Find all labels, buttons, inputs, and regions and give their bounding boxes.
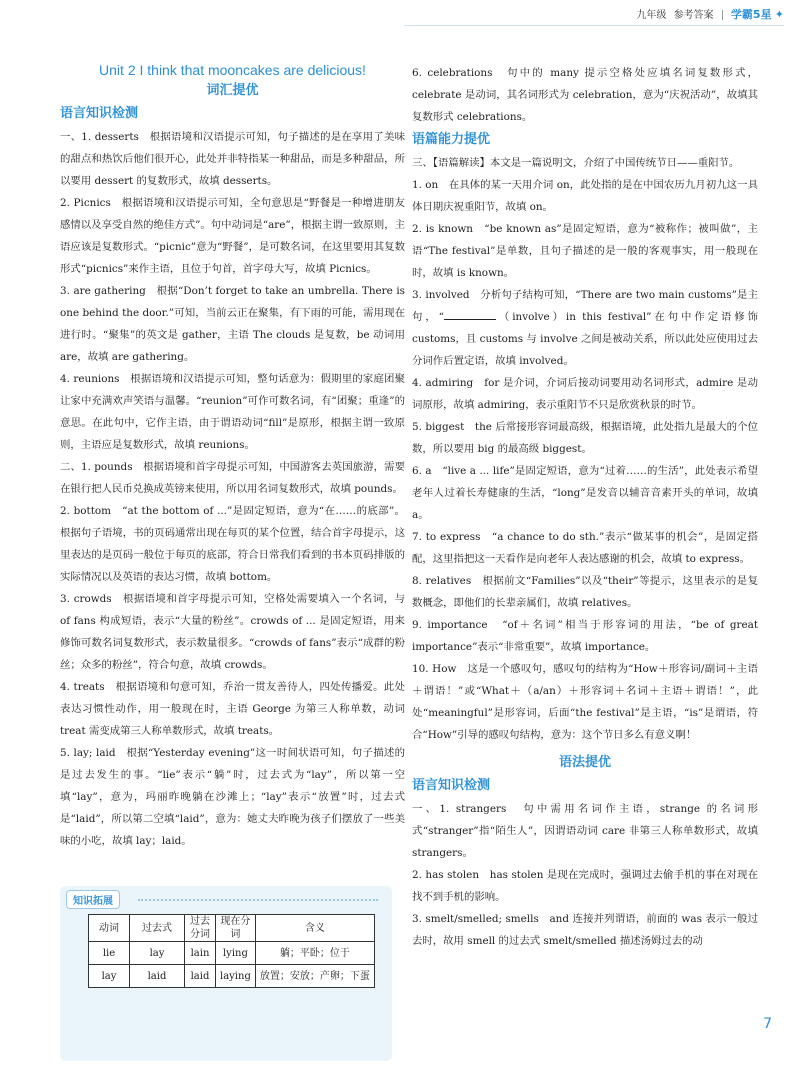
answer-paragraph: 6. celebrations 句中的 many 提示空格处应填名词复数形式，celebrate 是动词，其名词形式为 celebration，意为“庆祝活动”，故填其复数形式 celebrations。: [412, 67, 758, 123]
left-column: [60, 62, 405, 852]
answer-paragraph: 2. is known “be known as”是固定短语，意为“被称作；被叫做”，主语“The festival”是单数，且句子描述的是一般的客观事实，用一般现在时，故填 is known。: [412, 223, 758, 279]
header-rule: [404, 25, 784, 26]
answer-paragraph: 二、1. pounds 根据语境和首字母提示可知，中国游客去英国旅游，需要在银行把人民币兑换成英镑来使用，所以用名词复数形式，故填 pounds。: [60, 461, 405, 495]
answer-paragraph: 9. importance “of＋名词”相当于形容词的用法，“be of great importance”表示“非常重要”，故填 importance。: [412, 619, 758, 653]
grade-label: 九年级: [636, 10, 667, 21]
table-cell: lay: [89, 965, 130, 988]
table-header-cell: 含义: [255, 915, 374, 942]
answer-paragraph: 4. reunions 根据语境和汉语提示可知，整句话意为：假期里的家庭团聚让家中充满欢声笑语与温馨。“reunion”可作可数名词，有“团聚；重逢”的意思。在此句中，它作主语，由于谓语动词“fill”是原形，根据主谓一致原则，主语应是复数形式，故填 reunions。: [60, 373, 405, 451]
brand-logo: 学霸5星: [730, 8, 772, 21]
page-number: 7: [763, 1016, 772, 1032]
answer-paragraph: 一、1. strangers 句中需用名词作主语，strange 的名词形式“stranger”指“陌生人”，因谓语动词 care 非第三人称单数形式，故填 strangers。: [412, 803, 758, 859]
dotted-rule: [138, 899, 378, 901]
answer-paragraph: 2. bottom “at the bottom of ...”是固定短语，意为“在……的底部”。根据句子语境，书的页码通常出现在每页的某个位置，结合首字母提示，这里表达的是页码一般位于每页的底部，符合日常我们看到的书本页码排版的实际情况以及英语的表达习惯，故填 bottom。: [60, 505, 405, 583]
sparkle-icon: ✦: [774, 8, 784, 21]
section-heading-reading: 语篇能力提优: [412, 132, 491, 147]
table-row: [89, 965, 375, 988]
answer-paragraph: 4. admiring for 是介词，介词后接动词要用动名词形式，admire 是动词原形，故填 admiring，表示重阳节不只是欣赏秋景的时节。: [412, 377, 758, 411]
blank-line: [444, 307, 496, 320]
answer-paragraph: 7. to express “a chance to do sth.”表示“做某事的机会”，是固定搭配，这里指把这一天看作是向老年人表达感谢的机会，故填 to express。: [412, 531, 758, 565]
answer-text: （involve）in this festival”在句中作定语修饰 customs，且 customs 与 involve 之间是被动关系，所以此处应使用过去分词作后置定语，故填 involved。: [412, 311, 759, 367]
table-cell: lie: [89, 942, 130, 965]
table-header-cell: 动词: [89, 915, 130, 942]
answer-paragraph: 5. biggest the 后常接形容词最高级，根据语境，此处指九是最大的个位数，所以要用 big 的最高级 biggest。: [412, 421, 758, 455]
answer-paragraph: 1. on 在具体的某一天用介词 on，此处指的是在中国农历九月初九这一具体日期庆祝重阳节，故填 on。: [412, 179, 758, 213]
table-cell: 躺；平卧；位于: [255, 942, 374, 965]
table-cell: lying: [216, 942, 256, 965]
table-header-cell: 过去分词: [185, 915, 216, 942]
table-header-cell: 现在分词: [216, 915, 256, 942]
answer-paragraph: 三、【语篇解读】本文是一篇说明文，介绍了中国传统节日——重阳节。: [412, 157, 740, 169]
answer-paragraph: 3. smelt/smelled; smells and 连接并列谓语，前面的 was 表示一般过去时，故用 smell 的过去式 smelt/smelled 描述汤姆过去的动: [412, 913, 758, 947]
knowledge-tag: 知识拓展: [66, 890, 120, 909]
knowledge-box: [60, 886, 392, 1061]
table-cell: laid: [130, 965, 185, 988]
verb-table: [88, 914, 375, 988]
answer-paragraph: 一、1. desserts 根据语境和汉语提示可知，句子描述的是在享用了美味的甜点和热饮后他们很开心，此处并非特指某一种甜品，而是多种甜品，所以要用 dessert 的复数形式，故填 desserts。: [60, 131, 405, 187]
section-heading-knowledge: 语言知识检测: [60, 106, 139, 121]
table-cell: 放置；安放；产卵；下蛋: [255, 965, 374, 988]
table-cell: laid: [185, 965, 216, 988]
answer-paragraph: 2. Picnics 根据语境和汉语提示可知，全句意思是“野餐是一种增进朋友感情以及享受自然的绝佳方式”。句中动词是“are”，根据主谓一致原则，主语应该是复数形式。“picnic”意为“野餐”，是可数名词，在这里要用其复数形式“picnics”来作主语，且位于句首，首字母大写，故填 Picnics。: [60, 197, 405, 275]
answer-text: 3. involved 分析句子结构可知，“There are two main customs”是主句，“: [412, 289, 758, 323]
table-cell: lain: [185, 942, 216, 965]
answer-paragraph: 6. a “live a ... life”是固定短语，意为“过着……的生活”，此处表示希望老年人过着长寿健康的生活，“long”是发音以辅音音素开头的单词，故填 a。: [412, 465, 758, 521]
table-header-row: [89, 915, 375, 942]
answer-paragraph: 8. relatives 根据前文“Families”以及“their”等提示，这里表示的是复数概念，即他们的长辈亲属们，故填 relatives。: [412, 575, 758, 609]
answer-paragraph: [412, 284, 758, 372]
answer-paragraph: 3. are gathering 根据“Don’t forget to take an umbrella. There is one behind the door.”可知，当前云正在聚集，有下雨的可能，需用现在进行时。“聚集”的英文是 gather，主语 The clouds 是复数，be 动词用 are，故填 are gathering。: [60, 285, 405, 363]
page-header: [636, 6, 784, 22]
table-row: [89, 942, 375, 965]
answer-paragraph: 3. crowds 根据语境和首字母提示可知，空格处需要填入一个名词，与 of fans 构成短语，表示“大量的粉丝”。crowds of ... 是固定短语，用来修饰可数名词复数形式，表示数量很多。“crowds of fans”表示“成群的粉丝；众多的粉丝”，符合句意，故填 crowds。: [60, 593, 405, 671]
answer-paragraph: 4. treats 根据语境和句意可知，乔治一贯友善待人，四处传播爱。此处表达习惯性动作，用一般现在时，主语 George 为第三人称单数，动词 treat 需变成第三人称单数形式，故填 treats。: [60, 681, 405, 737]
table-cell: laying: [216, 965, 256, 988]
right-column: [412, 62, 758, 952]
section-title-grammar: 语法提优: [558, 755, 611, 770]
doc-label: 参考答案: [673, 10, 714, 21]
table-header-cell: 过去式: [130, 915, 185, 942]
header-divider: [722, 10, 723, 20]
answer-paragraph: 2. has stolen has stolen 是现在完成时，强调过去偷手机的事在对现在找不到手机的影响。: [412, 869, 758, 903]
section-heading-knowledge-2: 语言知识检测: [412, 778, 491, 793]
section-title-vocab: 词汇提优: [206, 83, 259, 98]
unit-title: Unit 2 I think that mooncakes are delicious!: [99, 62, 366, 78]
table-cell: lay: [130, 942, 185, 965]
answer-paragraph: 5. lay; laid 根据“Yesterday evening”这一时间状语可知，句子描述的是过去发生的事。“lie”表示“躺”时，过去式为“lay”，所以第一空填“lay”，意为，玛丽昨晚躺在沙滩上；“lay”表示“放置”时，过去式是“laid”，所以第二空填“laid”，意为：她丈夫昨晚为孩子们摆放了一些美味的小吃，故填 lay；laid。: [60, 747, 405, 847]
answer-paragraph: 10. How 这是一个感叹句，感叹句的结构为“How＋形容词/副词＋主语＋谓语！”或“What＋（a/an）＋形容词＋名词＋主语＋谓语！”，此处“meaningful”是形容词，后面“the festival”是主语，“is”是谓语，符合“How”引导的感叹句结构，意为：这个节日多么有意义啊！: [412, 663, 758, 741]
